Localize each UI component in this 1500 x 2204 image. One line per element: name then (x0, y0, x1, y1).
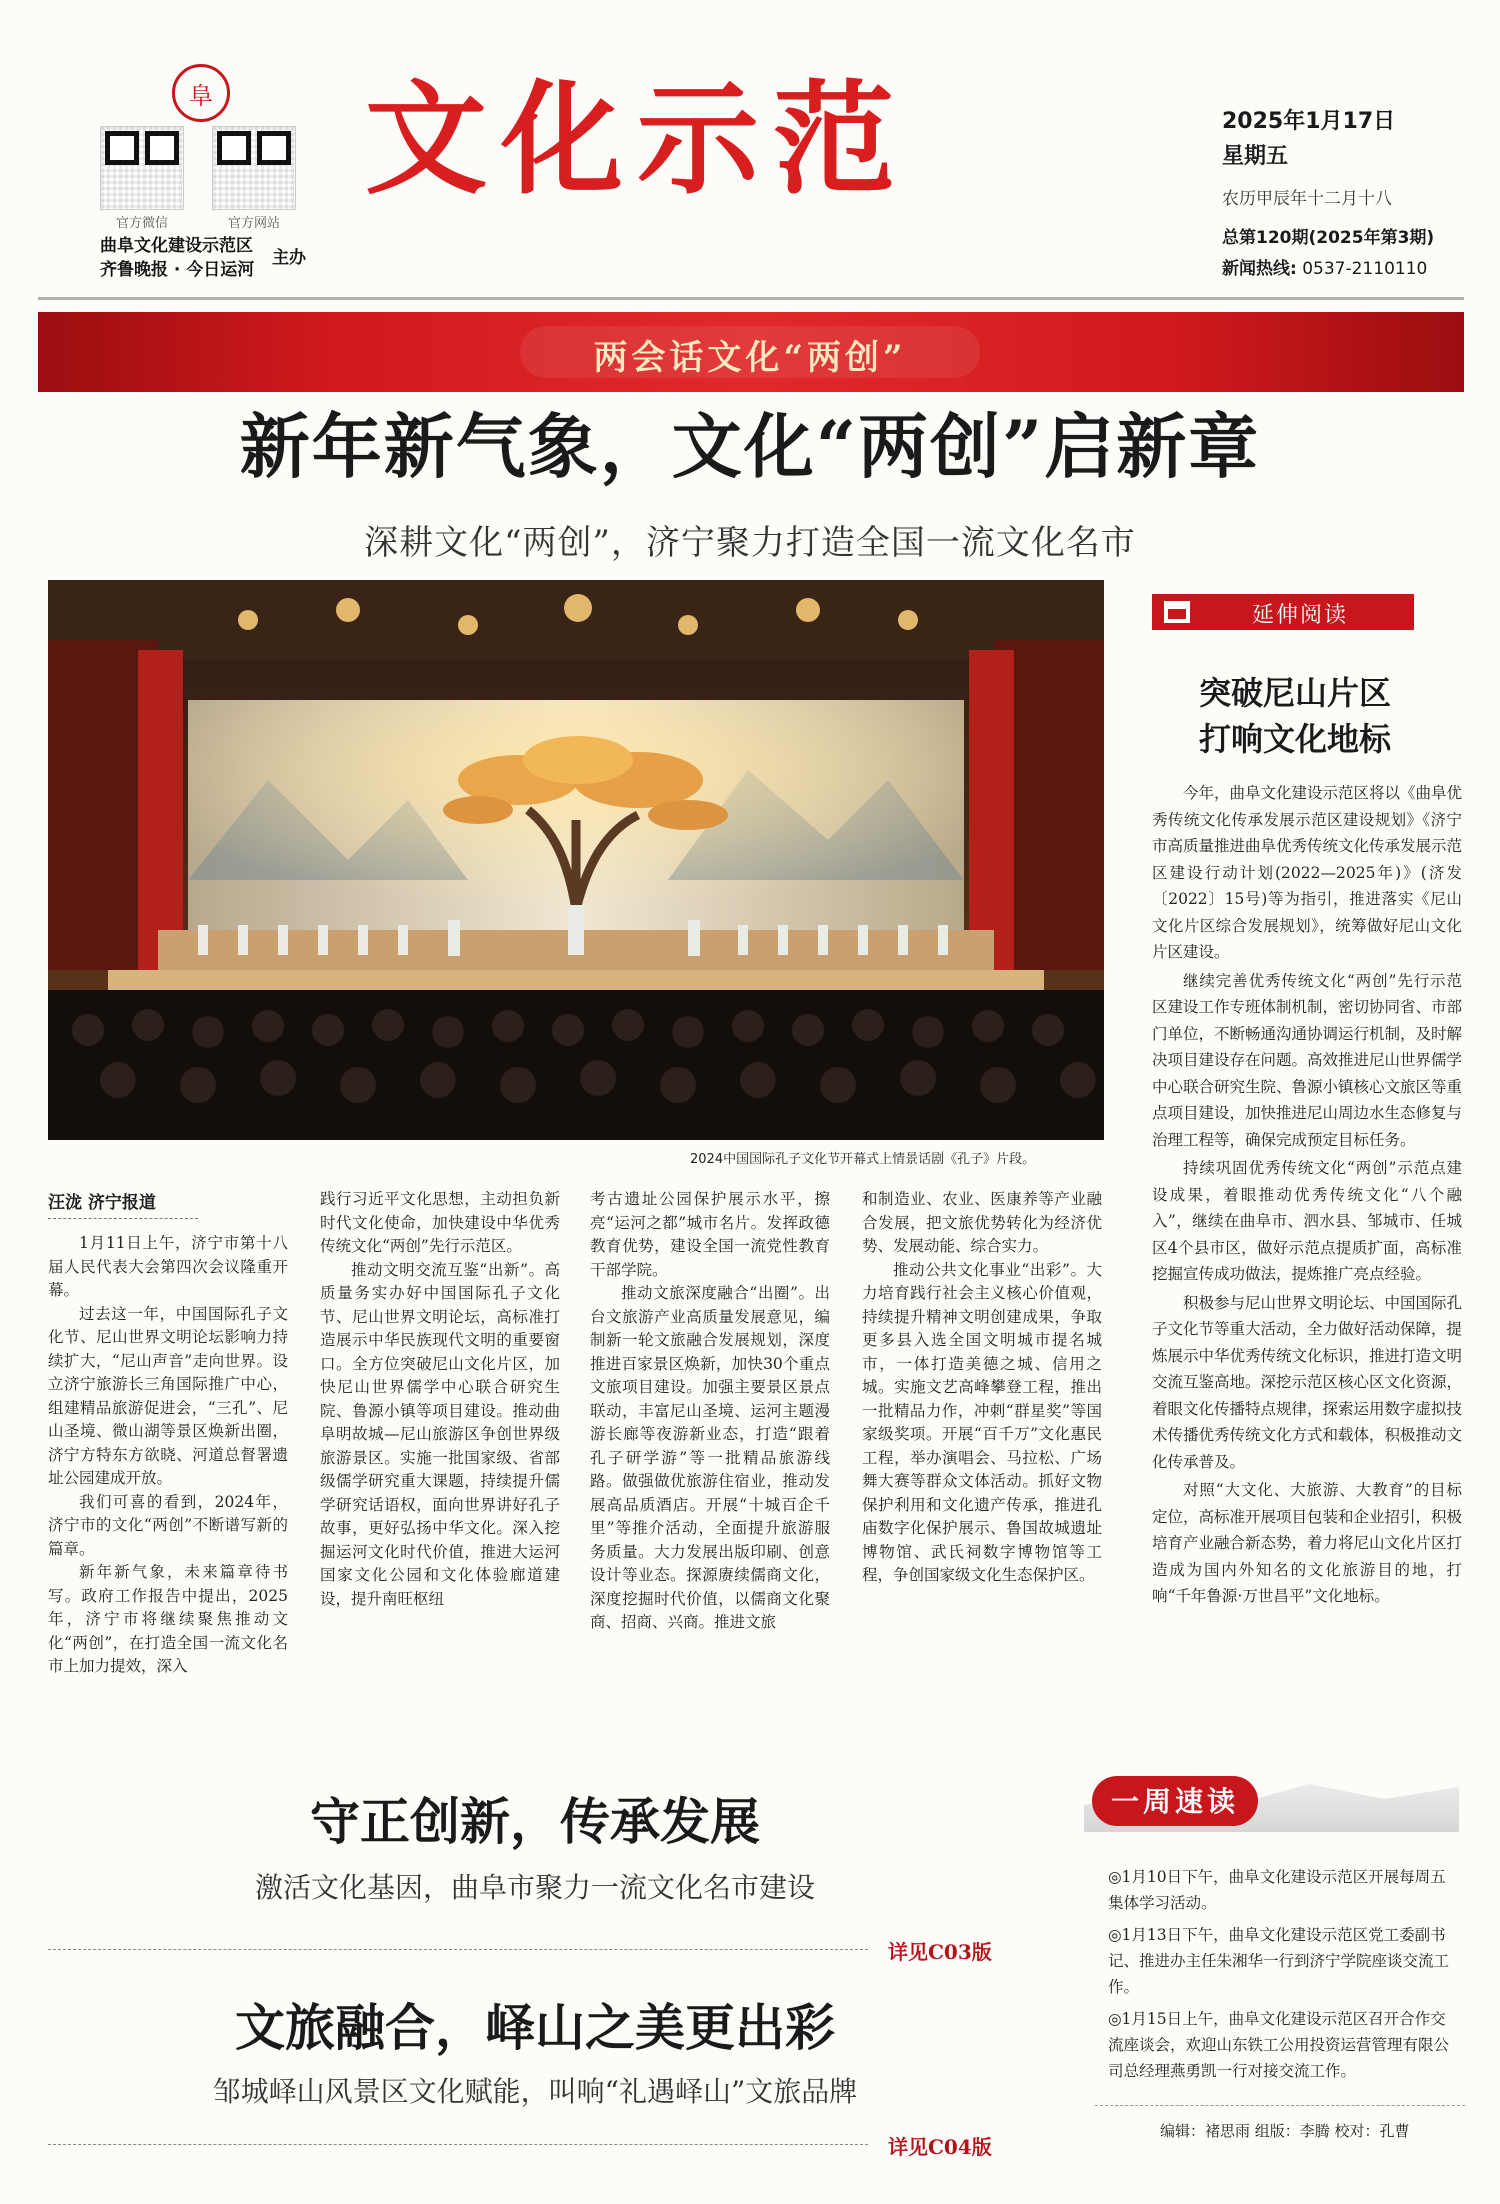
teaser-headline-c04[interactable]: 文旅融合，峄山之美更出彩 (235, 1998, 835, 2057)
weekly-news-item[interactable]: ◎1月10日下午，曲阜文化建设示范区开展每周五集体学习活动。 (1108, 1868, 1446, 1912)
sidebar-body (1152, 780, 1462, 1612)
issue-weekday: 星期五 (1222, 144, 1289, 169)
issue-number: 总第120期(2025年第3期) (1222, 228, 1435, 248)
article-byline: 汪泷 济宁报道 (48, 1193, 156, 1213)
article-column-4 (862, 1188, 1102, 1588)
extended-reading-label: 延伸阅读 (1251, 603, 1348, 628)
teaser-headline-c03[interactable]: 守正创新，传承发展 (310, 1792, 760, 1851)
weekly-news-item[interactable]: ◎1月15日上午，曲阜文化建设示范区召开合作交流座谈会，欢迎山东铁工公用投资运营管理有限公司总经理燕勇凯一行对接交流工作。 (1108, 2010, 1450, 2080)
sidebar-headline-line-1: 突破尼山片区 (1198, 674, 1391, 712)
article-paragraph: 推动公共文化事业“出彩”。大力培育践行社会主义核心价值观，持续提升精神文明创建成果，争取更多县入选全国文明城市提名城市，一体打造美德之城、信用之城。实施文艺高峰攀登工程，推出一批精品力作，冲刺“群星奖”等国家级奖项。开展“百千万”文化惠民工程，举办演唱会、马拉松、广场舞大赛等群众文体活动。抓好文物保护利用和文化遗产传承，推进孔庙数字化保护展示、鲁国故城遗址博物馆、武氏祠数字博物馆等工程，争创国家级文化生态保护区。 (862, 1260, 1102, 1584)
lead-headline[interactable]: 新年新气象，文化“两创”启新章 (239, 405, 1261, 488)
article-paragraph: 考古遗址公园保护展示水平，擦亮“运河之都”城市名片。发挥政德教育优势，建设全国一流党性教育干部学院。 (590, 1190, 830, 1279)
editor-credits: 编辑：褚思雨 组版：李腾 校对：孔曹 (1160, 2122, 1410, 2140)
masthead-title: 文化示范 (365, 67, 909, 211)
hotline-number: 0537-2110110 (1302, 259, 1428, 279)
book-icon (1164, 601, 1190, 623)
sidebar-headline-line-2: 打响文化地标 (1198, 720, 1391, 758)
article-paragraph: 新年新气象，未来篇章待书写。政府工作报告中提出，2025年，济宁市将继续聚焦推动文化“两创”，在打造全国一流文化名市上加力提效，深入 (48, 1563, 288, 1675)
see-page-c04-link[interactable]: 详见C04版 (888, 2135, 992, 2159)
qr-code-website[interactable] (212, 126, 296, 210)
weekly-title: 一周速读 (1110, 1785, 1239, 1818)
photo-caption: 2024中国国际孔子文化节开幕式上情景话剧《孔子》片段。 (690, 1152, 1036, 1167)
sidebar-paragraph: 对照“大文化、大旅游、大教育”的目标定位，高标准开展项目包装和企业招引，积极培育产业融合新态势，着力将尼山文化片区打造成为国内外知名的文化旅游目的地，打响“千年鲁源·万世昌平”文化地标。 (1152, 1481, 1463, 1605)
weekly-news-list (1108, 1864, 1454, 2090)
teaser-subhead-c03: 激活文化基因，曲阜市聚力一流文化名市建设 (254, 1871, 815, 1904)
article-paragraph: 和制造业、农业、医康养等产业融合发展，把文旅优势转化为经济优势、发展动能、综合实力。 (862, 1190, 1102, 1255)
article-paragraph: 推动文明交流互鉴“出新”。高质量务实办好中国国际孔子文化节、尼山世界文明论坛，高标准打造展示中华民族现代文明的重要窗口。全方位突破尼山文化片区，加快尼山世界儒学中心联合研究生院、鲁源小镇等项目建设。推动曲阜明故城—尼山旅游区争创世界级旅游景区。实施一批国家级、省部级儒学研究重大课题，持续提升儒学研究话语权，面向世界讲好孔子故事，更好弘扬中华文化。深入挖掘运河文化时代价值，推进大运河国家文化公园和文化体验廊道建设，提升南旺枢纽 (320, 1260, 560, 1608)
publisher-line-2: 齐鲁晚报 · 今日运河 (100, 260, 255, 280)
byline-divider (48, 1218, 198, 1219)
date-block (1222, 104, 1434, 279)
lead-photo-stage-performance[interactable] (48, 580, 1104, 1140)
see-page-c03-link[interactable]: 详见C03版 (888, 1940, 992, 1964)
sidebar-paragraph: 继续完善优秀传统文化“两创”先行示范区建设工作专班体制机制，密切协同省、市部门单位，不断畅通沟通协调运行机制，及时解决项目建设存在问题。高效推进尼山世界儒学中心联合研究生院、鲁源小镇核心文旅区等重点项目建设，加快推进尼山周边水生态修复与治理工程等，确保完成预定目标任务。 (1152, 971, 1463, 1149)
host-label: 主办 (272, 248, 306, 268)
sidebar-paragraph: 持续巩固优秀传统文化“两创”示范点建设成果，着眼推动优秀传统文化“八个融入”，继续在曲阜市、泗水县、邹城市、任城区4个县市区，做好示范点提质扩面，高标准挖掘宣传成功做法，提炼推广亮点经验。 (1152, 1159, 1462, 1283)
article-column-2 (320, 1188, 560, 1611)
teaser-subhead-c04: 邹城峄山风景区文化赋能，叫响“礼遇峄山”文旅品牌 (212, 2075, 858, 2108)
article-paragraph: 过去这一年，中国国际孔子文化节、尼山世界文明论坛影响力持续扩大，“尼山声音”走向世界。设立济宁旅游长三角国际推广中心，组建精品旅游促进会，“三孔”、尼山圣境、微山湖等景区焕新出圈，济宁方特东方欲晓、河道总督署遗址公园建成开放。 (48, 1304, 288, 1487)
article-column-1 (48, 1232, 288, 1679)
article-paragraph: 践行习近平文化思想，主动担负新时代文化使命，加快建设中华优秀传统文化“两创”先行示范区。 (320, 1190, 560, 1255)
article-paragraph: 1月11日上午，济宁市第十八届人民代表大会第四次会议隆重开幕。 (48, 1234, 288, 1299)
teaser-divider-c04 (48, 2144, 868, 2145)
seal-char: 阜 (189, 81, 213, 110)
weekly-news-item[interactable]: ◎1月13日下午，曲阜文化建设示范区党工委副书记、推进办主任朱湘华一行到济宁学院座谈交流工作。 (1108, 1926, 1450, 1996)
sidebar-paragraph: 今年，曲阜文化建设示范区将以《曲阜优秀传统文化传承发展示范区建设规划》《济宁市高质量推进曲阜优秀传统文化传承发展示范区建设行动计划(2022—2025年)》(济发〔2022〕15号)等为指引，推进落实《尼山文化片区综合发展规划》，统筹做好尼山文化片区建设。 (1152, 784, 1463, 961)
publisher-line-1: 曲阜文化建设示范区 (100, 236, 253, 256)
stage-illustration (48, 580, 1104, 1140)
qr-label-wechat: 官方微信 (115, 216, 168, 231)
newspaper-seal-logo (172, 64, 230, 122)
section-banner-title: 两会话文化“两创” (593, 338, 907, 378)
footer-divider (1095, 2105, 1465, 2106)
sidebar-headline[interactable] (1140, 670, 1450, 762)
hotline-label: 新闻热线: (1222, 259, 1297, 279)
news-hotline (1222, 254, 1434, 279)
qr-label-website: 官方网站 (227, 216, 280, 231)
masthead-divider (38, 297, 1464, 300)
lunar-date: 农历甲辰年十二月十八 (1222, 189, 1392, 209)
sidebar-paragraph: 积极参与尼山世界文明论坛、中国国际孔子文化节等重大活动，全力做好活动保障，提炼展示中华优秀传统文化标识，推进打造文明交流互鉴高地。深挖示范区核心区文化资源，着眼文化传播特点规律，探索运用数字虚拟技术传播优秀传统文化方式和载体，积极推动文化传承普及。 (1152, 1293, 1463, 1471)
issue-date: 2025年1月17日 (1222, 109, 1396, 134)
article-paragraph: 我们可喜的看到，2024年，济宁市的文化“两创”不断谱写新的篇章。 (48, 1492, 288, 1558)
article-paragraph: 推动文旅深度融合“出圈”。出台文旅游产业高质量发展意见，编制新一轮文旅融合发展规划，深度推进百家景区焕新，加快30个重点文旅项目建设。加强主要景区景点联动，丰富尼山圣境、运河主题漫游长廊等夜游新业态，打造“跟着孔子研学游”等一批精品旅游线路。做强做优旅游住宿业，推动发展高品质酒店。开展“十城百企千里”等推介活动，全面提升旅游服务质量。大力发展出版印刷、创意设计等业态。探源赓续儒商文化，深度挖掘时代价值，以儒商文化聚商、招商、兴商。推进文旅 (590, 1284, 830, 1631)
lead-subheadline: 深耕文化“两创”，济宁聚力打造全国一流文化名市 (364, 523, 1136, 563)
article-column-3 (590, 1188, 830, 1635)
qr-code-wechat[interactable] (100, 126, 184, 210)
teaser-divider-c03 (48, 1949, 868, 1950)
